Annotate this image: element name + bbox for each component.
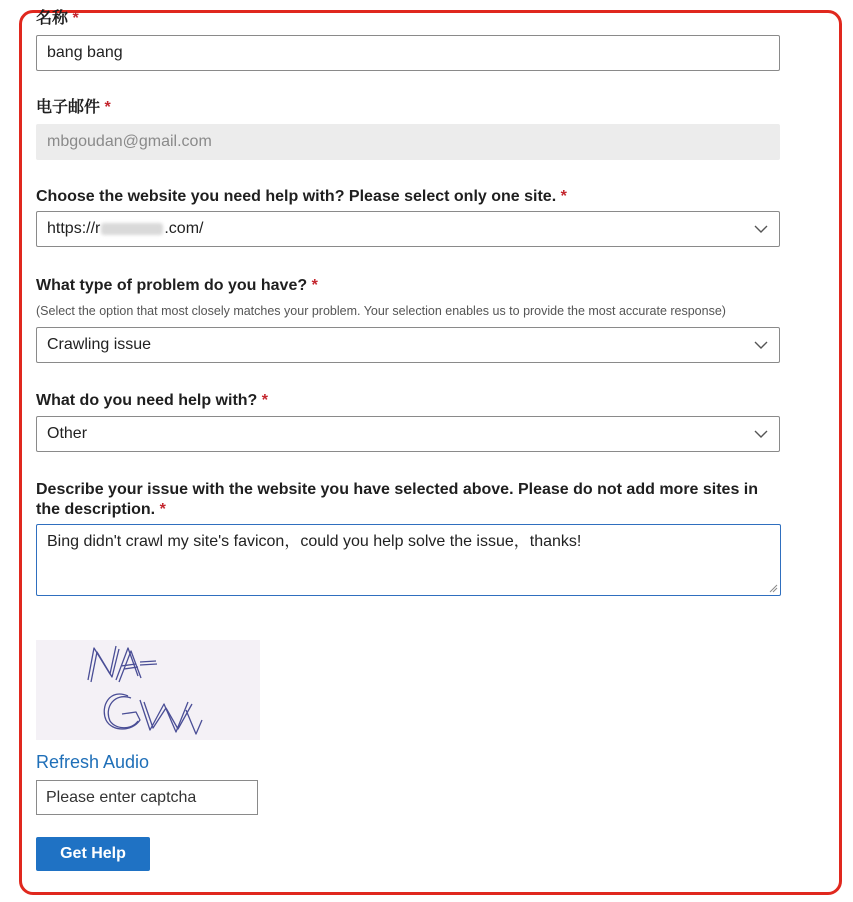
captcha-image	[36, 640, 260, 740]
required-mark: *	[72, 10, 79, 27]
email-label: 电子邮件 *	[36, 99, 111, 116]
website-value-prefix: https://r	[47, 220, 101, 237]
required-mark: *	[311, 277, 318, 294]
required-mark: *	[261, 392, 269, 409]
name-input[interactable]: bang bang	[36, 35, 780, 71]
chevron-down-icon	[753, 427, 769, 441]
name-label: 名称 *	[36, 10, 79, 27]
email-input: mbgoudan@gmail.com	[36, 124, 780, 160]
website-label: Choose the website you need help with? Please select only one site. *	[36, 188, 567, 205]
description-value: Bing didn't crawl my site's favicon，could you help solve the issue，thanks!	[47, 533, 582, 550]
problem-type-select[interactable]	[36, 327, 780, 363]
required-mark: *	[560, 188, 567, 205]
problem-type-value: Crawling issue	[47, 336, 152, 353]
refresh-audio-link[interactable]: Refresh Audio	[36, 752, 150, 772]
required-mark: *	[159, 501, 166, 518]
description-label: Describe your issue with the website you have selected above. Please do not add more sites in the description. *	[36, 481, 759, 518]
resize-handle-icon[interactable]	[769, 584, 778, 593]
chevron-down-icon	[753, 338, 769, 352]
get-help-button[interactable]: Get Help	[36, 837, 150, 871]
problem-type-hint: (Select the option that most closely matches your problem. Your selection enables us to provide the most accurate response)	[36, 304, 726, 318]
problem-type-label: What type of problem do you have? *	[36, 277, 318, 294]
chevron-down-icon	[753, 222, 769, 236]
help-with-label: What do you need help with? *	[36, 392, 269, 409]
help-with-select[interactable]	[36, 416, 780, 452]
website-select[interactable]	[36, 211, 780, 247]
help-with-value: Other	[47, 425, 88, 442]
required-mark: *	[104, 99, 111, 116]
website-value-suffix: .com/	[164, 220, 204, 237]
description-textarea[interactable]	[36, 524, 781, 596]
redacted-text	[101, 223, 163, 235]
captcha-input[interactable]	[36, 780, 258, 815]
